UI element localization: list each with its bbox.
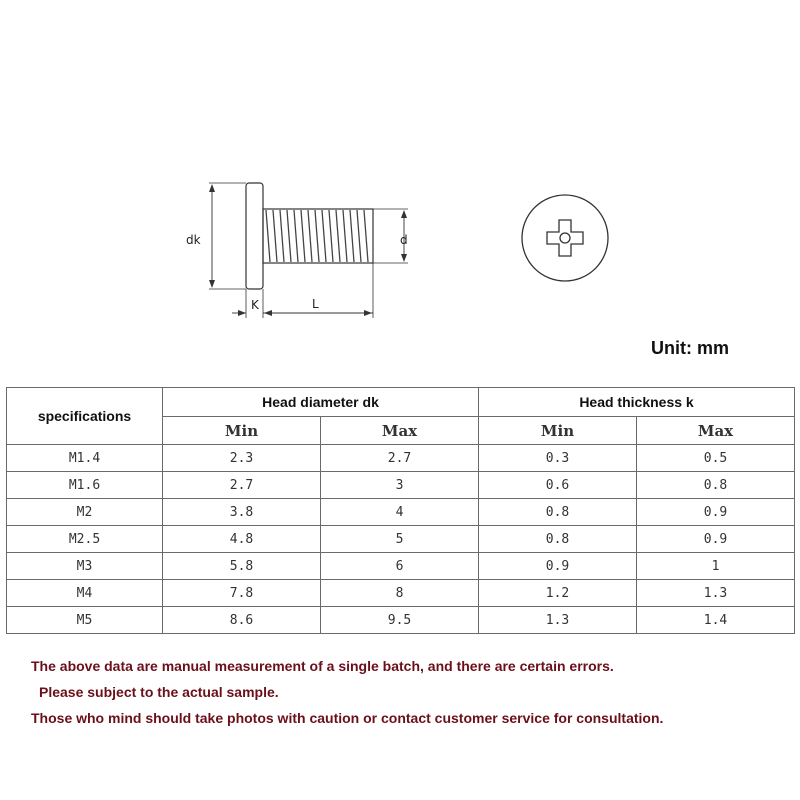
screw-threads bbox=[266, 210, 368, 262]
spec-cell: M2.5 bbox=[7, 526, 163, 553]
dk-max-cell: 8 bbox=[321, 580, 479, 607]
specification-table bbox=[6, 387, 795, 634]
k-min-header: Min bbox=[479, 417, 637, 445]
dk-max-cell: 4 bbox=[321, 499, 479, 526]
dk-max-header: Max bbox=[321, 417, 479, 445]
k-max-cell: 1.4 bbox=[637, 607, 795, 634]
spec-cell: M3 bbox=[7, 553, 163, 580]
dk-min-cell: 4.8 bbox=[163, 526, 321, 553]
dk-min-cell: 7.8 bbox=[163, 580, 321, 607]
table-row bbox=[7, 607, 795, 634]
k-min-cell: 0.8 bbox=[479, 499, 637, 526]
spec-cell: M5 bbox=[7, 607, 163, 634]
table-row bbox=[7, 580, 795, 607]
screw-side-view bbox=[209, 183, 408, 318]
k-max-cell: 1 bbox=[637, 553, 795, 580]
spec-cell: M4 bbox=[7, 580, 163, 607]
k-min-cell: 0.6 bbox=[479, 472, 637, 499]
table-row bbox=[7, 526, 795, 553]
note-measurement-error: The above data are manual measurement of a single batch, and there are certain errors. bbox=[31, 658, 614, 674]
k-max-header: Max bbox=[637, 417, 795, 445]
dk-min-cell: 5.8 bbox=[163, 553, 321, 580]
dk-max-cell: 6 bbox=[321, 553, 479, 580]
k-min-cell: 0.9 bbox=[479, 553, 637, 580]
screw-head bbox=[246, 183, 263, 289]
dk-min-cell: 2.7 bbox=[163, 472, 321, 499]
dk-min-cell: 3.8 bbox=[163, 499, 321, 526]
label-k: K bbox=[251, 298, 259, 312]
k-max-cell: 0.5 bbox=[637, 445, 795, 472]
unit-label: Unit: mm bbox=[651, 338, 729, 358]
label-dk: dk bbox=[186, 233, 201, 247]
dk-min-header: Min bbox=[163, 417, 321, 445]
spec-cell: M2 bbox=[7, 499, 163, 526]
screw-technical-drawing bbox=[0, 0, 800, 340]
k-max-cell: 1.3 bbox=[637, 580, 795, 607]
k-min-cell: 0.3 bbox=[479, 445, 637, 472]
label-d: d bbox=[400, 233, 408, 247]
head-thickness-header: Head thickness k bbox=[479, 388, 795, 417]
k-max-cell: 0.9 bbox=[637, 526, 795, 553]
label-l: L bbox=[312, 297, 319, 311]
screw-top-view bbox=[522, 195, 608, 281]
head-diameter-header: Head diameter dk bbox=[163, 388, 479, 417]
k-min-cell: 1.3 bbox=[479, 607, 637, 634]
dk-max-cell: 2.7 bbox=[321, 445, 479, 472]
spec-cell: M1.6 bbox=[7, 472, 163, 499]
table-row bbox=[7, 553, 795, 580]
spec-header: specifications bbox=[7, 388, 163, 445]
note-actual-sample: Please subject to the actual sample. bbox=[39, 684, 279, 700]
table-row bbox=[7, 499, 795, 526]
table-row bbox=[7, 445, 795, 472]
spec-cell: M1.4 bbox=[7, 445, 163, 472]
dk-min-cell: 8.6 bbox=[163, 607, 321, 634]
note-contact-service: Those who mind should take photos with caution or contact customer service for consultation. bbox=[31, 710, 664, 726]
phillips-cross-recess bbox=[547, 220, 583, 256]
k-max-cell: 0.9 bbox=[637, 499, 795, 526]
k-min-cell: 1.2 bbox=[479, 580, 637, 607]
table-row bbox=[7, 472, 795, 499]
dk-min-cell: 2.3 bbox=[163, 445, 321, 472]
dk-max-cell: 9.5 bbox=[321, 607, 479, 634]
dk-max-cell: 5 bbox=[321, 526, 479, 553]
k-min-cell: 0.8 bbox=[479, 526, 637, 553]
dk-max-cell: 3 bbox=[321, 472, 479, 499]
k-max-cell: 0.8 bbox=[637, 472, 795, 499]
